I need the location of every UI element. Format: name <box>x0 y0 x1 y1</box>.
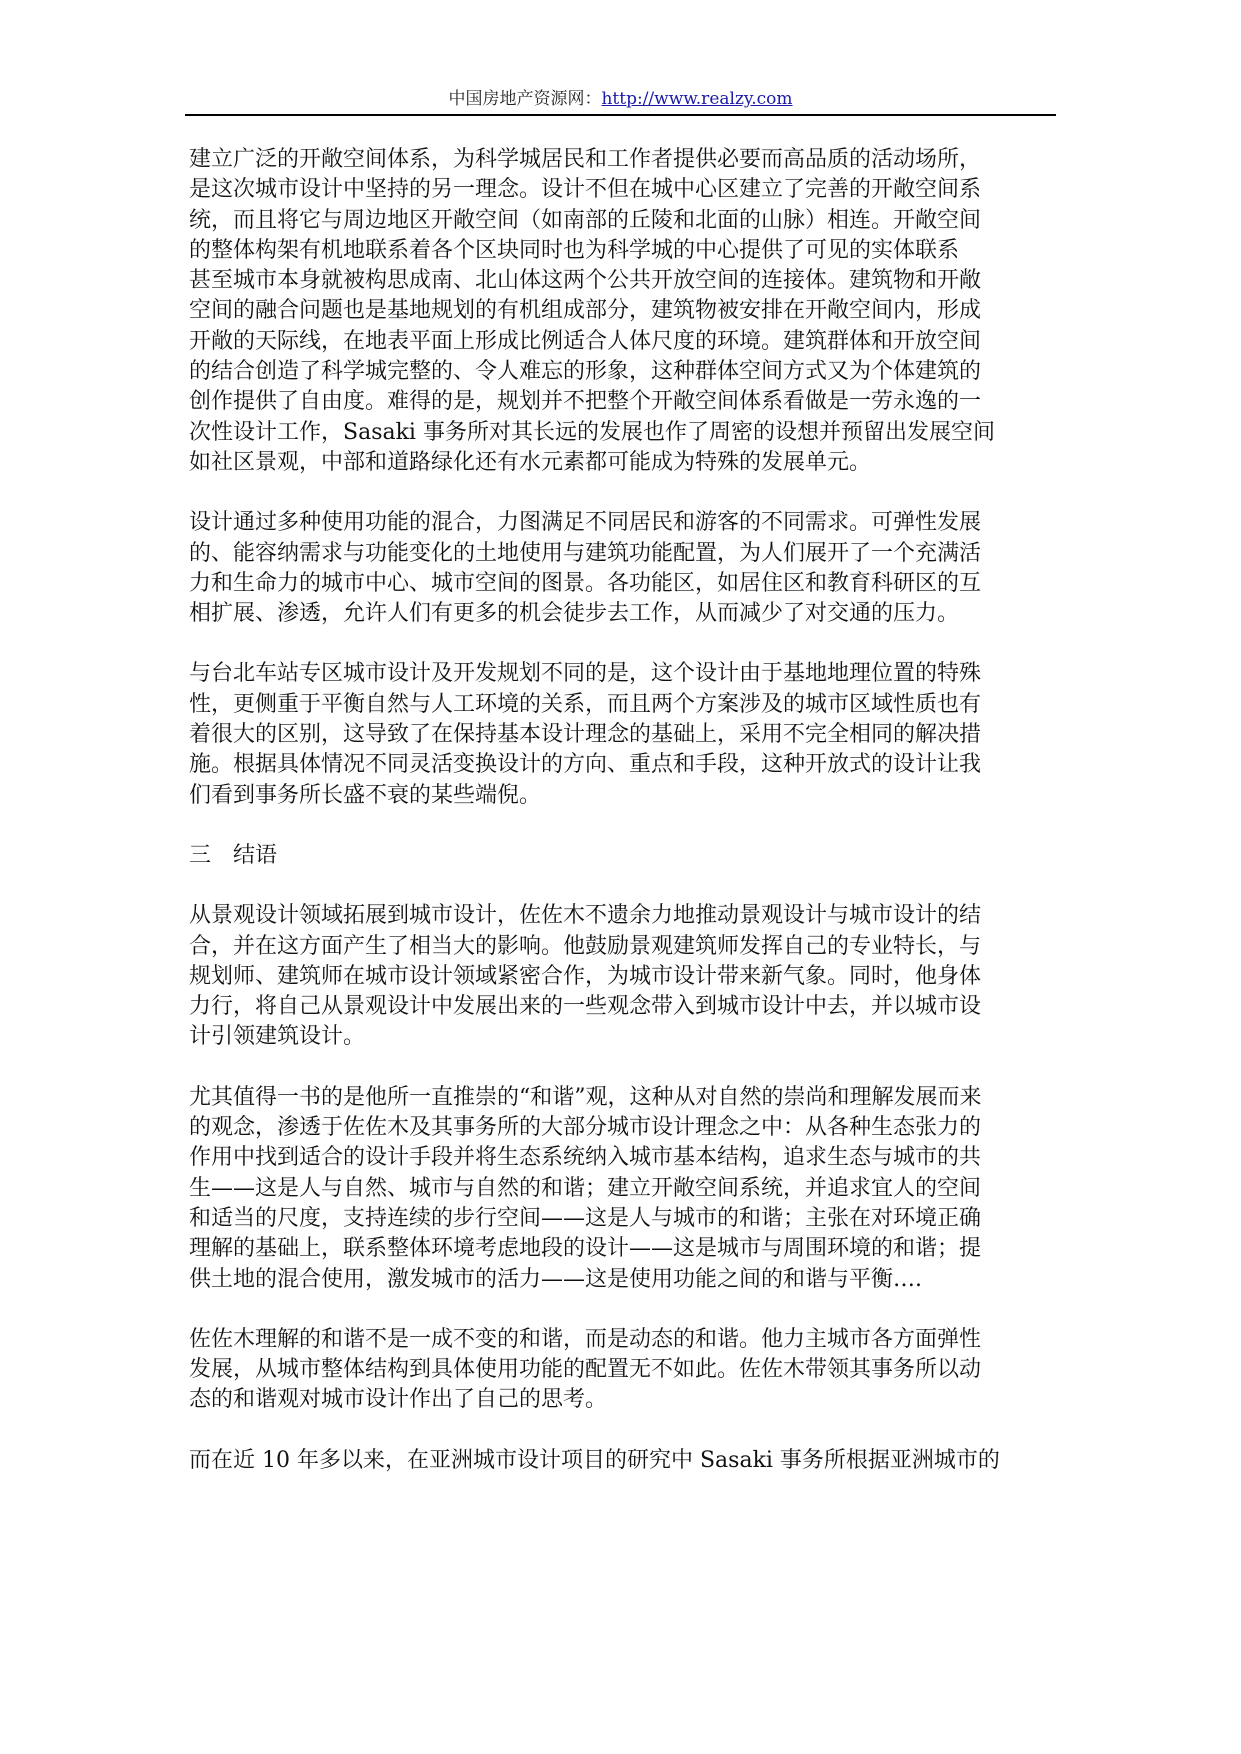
paragraph-asia-research: 而在近 10 年多以来，在亚洲城市设计项目的研究中 Sasaki 事务所根据亚洲城市的 <box>189 1447 1000 1473</box>
paragraph-taipei-comparison: 与台北车站专区城市设计及开发规划不同的是，这个设计由于基地地理位置的特殊 性，更侧重于平衡自然与人工环境的关系，而且两个方案涉及的城市区域性质也有 着很大的区别，这导致了在保持基本设计理念的基础上，采用不完全相同的解决措 施。根据具体情况不同灵活变换设计的方向、重点和手段，这种开放式的设计让我 们看到事务所长盛不衰的某些端倪。 <box>189 661 982 808</box>
site-link[interactable]: http://www.realzy.com <box>601 89 793 109</box>
document-body <box>189 145 1063 1506</box>
page-header <box>185 84 1056 109</box>
paragraph-dynamic-harmony: 佐佐木理解的和谐不是一成不变的和谐，而是动态的和谐。他力主城市各方面弹性 发展，从城市整体结构到具体使用功能的配置无不如此。佐佐木带领其事务所以动 态的和谐观对城市设计作出了自己的思考。 <box>189 1326 982 1413</box>
paragraph-mixed-use: 设计通过多种使用功能的混合，力图满足不同居民和游客的不同需求。可弹性发展 的、能容纳需求与功能变化的土地使用与建筑功能配置，为人们展开了一个充满活 力和生命力的城市中心、城市空间的图景。各功能区，如居住区和教育科研区的互 相扩展、渗透，允许人们有更多的机会徒步去工作，从而减少了对交通的压力。 <box>189 510 982 627</box>
paragraph-harmony: 尤其值得一书的是他所一直推崇的“和谐”观，这种从对自然的崇尚和理解发展而来 的观念，渗透于佐佐木及其事务所的大部分城市设计理念之中：从各种生态张力的 作用中找到适合的设计手段并将生态系统纳入城市基本结构，追求生态与城市的共 生——这是人与自然、城市与自然的和谐；建立开敞空间系统，并追求宜人的空间 和适当的尺度，支持连续的步行空间——这是人与城市的和谐；主张在对环境正确 理解的基础上，联系整体环境考虑地段的设计——这是城市与周围环境的和谐；提 供土地的混合使用，激发城市的活力——这是使用功能之间的和谐与平衡…. <box>189 1084 982 1292</box>
paragraph-open-space: 建立广泛的开敞空间体系，为科学城居民和工作者提供必要而高品质的活动场所， 是这次城市设计中坚持的另一理念。设计不但在城中心区建立了完善的开敞空间系 统，而且将它与周边地区开敞空间（如南部的丘陵和北面的山脉）相连。开敞空间 的整体构架有机地联系着各个区块同时也为科学城的中心提供了可见的实体联系 甚至城市本身就被构思成南、北山体这两个公共开放空间的连接体。建筑物和开敞 空间的融合问题也是基地规划的有机组成部分，建筑物被安排在开敞空间内，形成 开敞的天际线，在地表平面上形成比例适合人体尺度的环境。建筑群体和开放空间 的结合创造了科学城完整的、令人难忘的形象，这种群体空间方式又为个体建筑的 创作提供了自由度。难得的是，规划并不把整个开敞空间体系看做是一劳永逸的一 次性设计工作，Sasaki 事务所对其长远的发展也作了周密的设想并预留出发展空间 如社区景观，中部和道路绿化还有水元素都可能成为特殊的发展单元。 <box>189 147 995 475</box>
paragraph-landscape-to-urban: 从景观设计领域拓展到城市设计，佐佐木不遗余力地推动景观设计与城市设计的结 合，并在这方面产生了相当大的影响。他鼓励景观建筑师发挥自己的专业特长，与 规划师、建筑师在城市设计领域紧密合作，为城市设计带来新气象。同时，他身体 力行，将自己从景观设计中发展出来的一些观念带入到城市设计中去，并以城市设 计引领建筑设计。 <box>189 903 982 1050</box>
section-heading-conclusion: 三 结语 <box>189 842 278 868</box>
header-divider <box>185 114 1056 116</box>
site-label: 中国房地产资源网： <box>448 89 602 109</box>
